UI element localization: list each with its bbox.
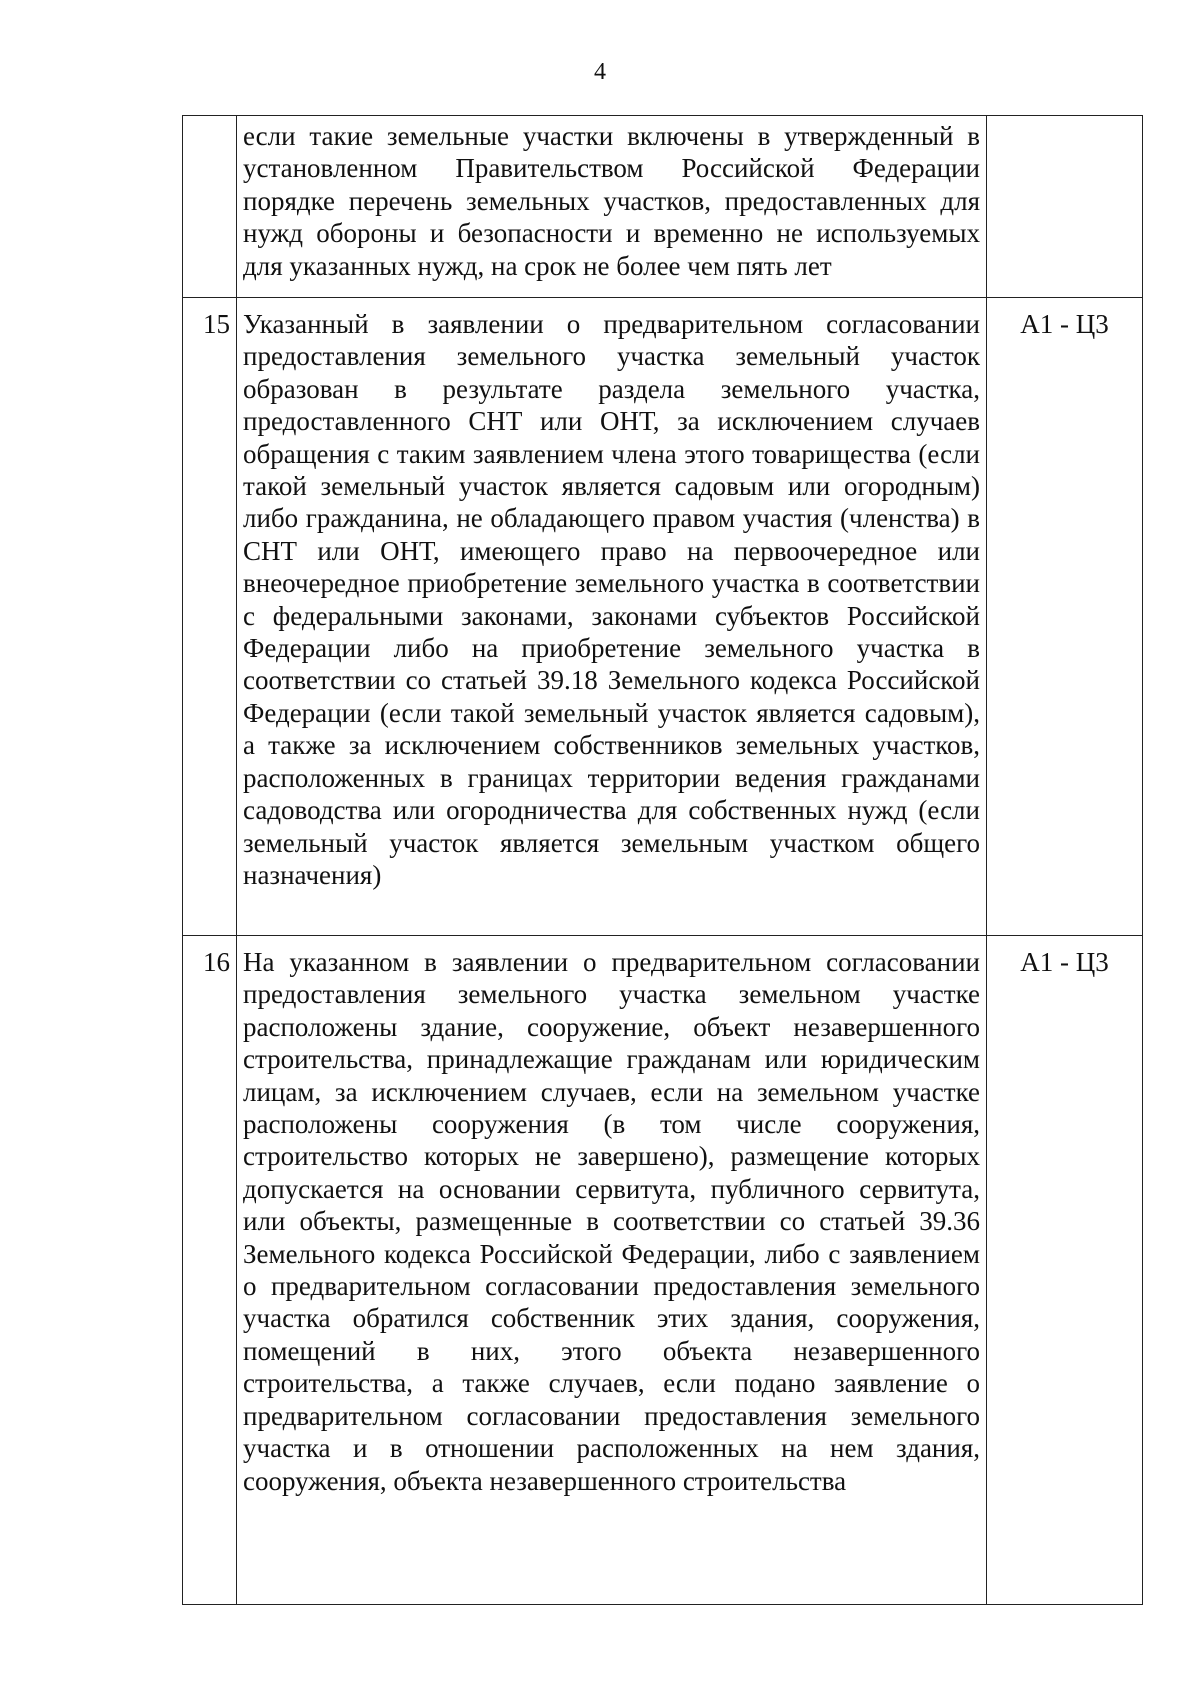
row-number — [183, 116, 237, 298]
table-row — [183, 298, 1143, 936]
row-code: А1 - Ц3 — [987, 936, 1143, 1605]
row-code — [987, 116, 1143, 298]
table-row — [183, 936, 1143, 1605]
row-description: Указанный в заявлении о предварительном согласовании предоставления земельного участка земельный участок образован в результате раздела земельного участка, предоставленного СНТ или ОНТ, за исключением случаев обращения с таким заявлением члена этого товарищества (если такой земельный участок является садовым или огородным) либо гражданина, не обладающего правом участия (членства) в СНТ или ОНТ, имеющего право на первоочередное или внеочередное приобретение земельного участка в соответствии с федеральными законами, законами субъектов Российской Федерации либо на приобретение земельного участка в соответствии со статьей 39.18 Земельного кодекса Российской Федерации (если такой земельный участок является садовым), а также за исключением собственников земельных участков, расположенных в границах территории ведения гражданами садоводства или огородничества для собственных нужд (если земельный участок является земельным участком общего назначения) — [237, 298, 987, 936]
page-number: 4 — [594, 59, 606, 85]
row-number: 15 — [183, 298, 237, 936]
row-number: 16 — [183, 936, 237, 1605]
row-code: А1 - Ц3 — [987, 298, 1143, 936]
row-description: если такие земельные участки включены в утвержденный в установленном Правительством Российской Федерации порядке перечень земельных участков, предоставленных для нужд обороны и безопасности и временно не используемых для указанных нужд, на срок не более чем пять лет — [237, 116, 987, 298]
table-row — [183, 116, 1143, 298]
row-description: На указанном в заявлении о предварительном согласовании предоставления земельного участка земельном участке расположены здание, сооружение, объект незавершенного строительства, принадлежащие гражданам или юридическим лицам, за исключением случаев, если на земельном участке расположены сооружения (в том числе сооружения, строительство которых не завершено), размещение которых допускается на основании сервитута, публичного сервитута, или объекты, размещенные в соответствии со статьей 39.36 Земельного кодекса Российской Федерации, либо с заявлением о предварительном согласовании предоставления земельного участка обратился собственник этих здания, сооружения, помещений в них, этого объекта незавершенного строительства, а также случаев, если подано заявление о предварительном согласовании предоставления земельного участка и в отношении расположенных на нем здания, сооружения, объекта незавершенного строительства — [237, 936, 987, 1605]
criteria-table — [182, 115, 1143, 1605]
